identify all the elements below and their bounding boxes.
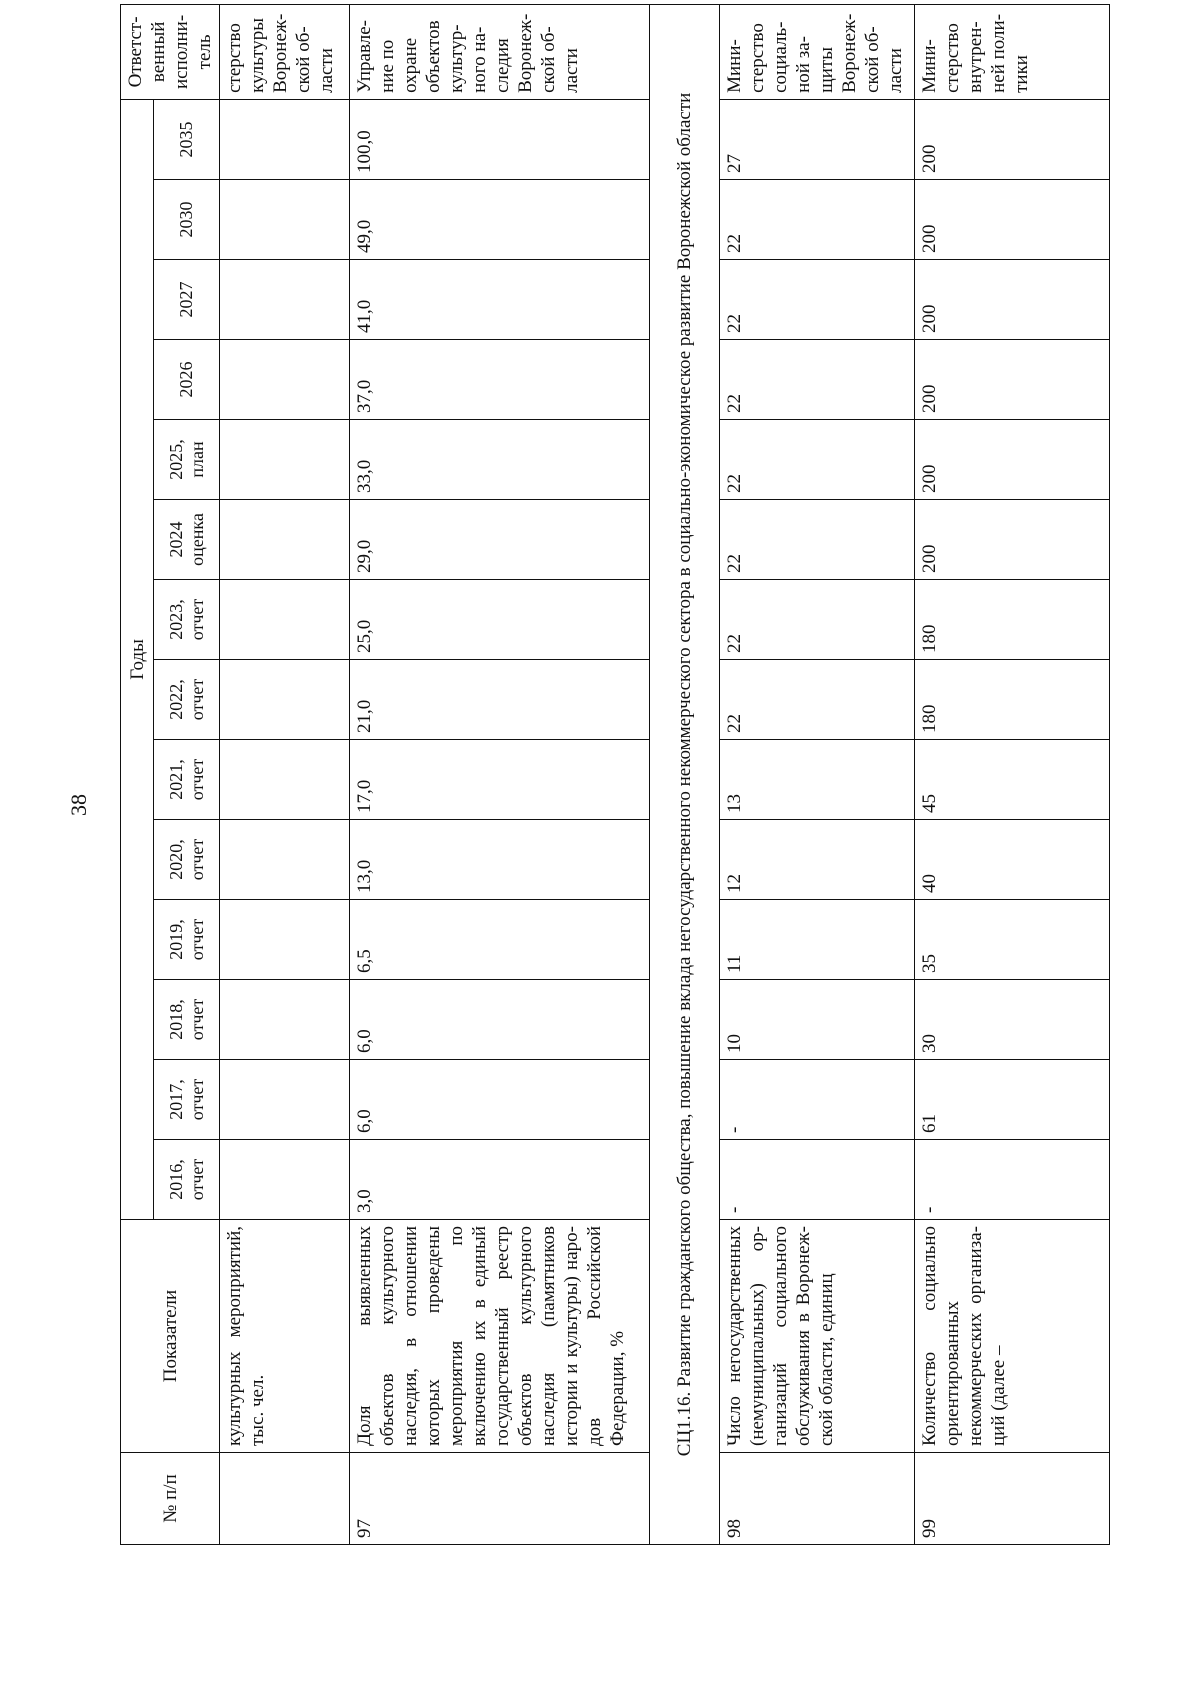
row-number	[220, 1453, 350, 1545]
year-value: 37,0	[350, 340, 650, 420]
section-row	[650, 4, 720, 1544]
year-value: 6,0	[350, 1060, 650, 1140]
header-year: 2021, отчет	[154, 740, 220, 820]
year-value: 200	[915, 500, 1110, 580]
header-year: 2025, план	[154, 420, 220, 500]
header-year: 2016, отчет	[154, 1140, 220, 1220]
header-year: 2020, отчет	[154, 820, 220, 900]
year-value: 33,0	[350, 420, 650, 500]
header-year: 2024 оценка	[154, 500, 220, 580]
header-indicator: Показатели	[121, 1220, 220, 1453]
year-value: 22	[720, 660, 915, 740]
year-value	[220, 500, 350, 580]
year-value	[220, 260, 350, 340]
table-row	[220, 4, 350, 1544]
section-heading: СЦ1.16. Развитие гражданского общества, повышение вклада негосударственного некоммерческого сектора в социально-экономическое развитие Воронежской области	[650, 4, 720, 1544]
row-number: 98	[720, 1453, 915, 1545]
year-value: 35	[915, 900, 1110, 980]
table-row	[720, 4, 915, 1544]
header-year: 2027	[154, 260, 220, 340]
year-value: 22	[720, 180, 915, 260]
year-value	[220, 820, 350, 900]
year-value: 13	[720, 740, 915, 820]
year-value: 180	[915, 580, 1110, 660]
header-year: 2022, отчет	[154, 660, 220, 740]
year-value: 13,0	[350, 820, 650, 900]
header-years-group: Годы	[121, 99, 154, 1219]
year-value: 45	[915, 740, 1110, 820]
year-value: 200	[915, 99, 1110, 179]
year-value: 17,0	[350, 740, 650, 820]
year-value: 200	[915, 340, 1110, 420]
year-value: 22	[720, 260, 915, 340]
responsible-executor: стерство культуры Воронежской области	[220, 4, 350, 99]
year-value: 200	[915, 420, 1110, 500]
year-value: 200	[915, 180, 1110, 260]
indicator-name: Количество социально ориентированных некоммерческих организаций (далее –	[915, 1220, 1110, 1453]
indicators-table	[120, 4, 1110, 1545]
year-value: 61	[915, 1060, 1110, 1140]
year-value	[220, 580, 350, 660]
year-value: 22	[720, 340, 915, 420]
year-value: -	[720, 1060, 915, 1140]
year-value: 30	[915, 980, 1110, 1060]
header-year: 2030	[154, 180, 220, 260]
indicator-name: Число негосударственных (немуниципальных) организаций социального обслуживания в Воронежской области, единиц	[720, 1220, 915, 1453]
year-value: -	[915, 1140, 1110, 1220]
year-value: 41,0	[350, 260, 650, 340]
header-year: 2026	[154, 340, 220, 420]
row-number: 99	[915, 1453, 1110, 1545]
year-value	[220, 340, 350, 420]
year-value	[220, 1060, 350, 1140]
year-value	[220, 740, 350, 820]
year-value: 6,5	[350, 900, 650, 980]
year-value: 100,0	[350, 99, 650, 179]
year-value: 49,0	[350, 180, 650, 260]
year-value: 22	[720, 420, 915, 500]
year-value: 11	[720, 900, 915, 980]
year-value: 22	[720, 500, 915, 580]
year-value	[220, 180, 350, 260]
year-value	[220, 980, 350, 1060]
year-value	[220, 420, 350, 500]
year-value	[220, 99, 350, 179]
indicator-name: Доля выявленных объектов культурного наследия, в отношении которых проведены мероприятия по включению их в единый государственный реестр объектов культурного наследия (памятников истории и культуры) народов Российской Федерации, %	[350, 1220, 650, 1453]
year-value	[220, 660, 350, 740]
table-row	[915, 4, 1110, 1544]
year-value: 22	[720, 580, 915, 660]
year-value: 180	[915, 660, 1110, 740]
year-value	[220, 1140, 350, 1220]
header-year: 2019, отчет	[154, 900, 220, 980]
responsible-executor: Министерство внутренней политики	[915, 4, 1110, 99]
year-value: 40	[915, 820, 1110, 900]
header-year: 2023, отчет	[154, 580, 220, 660]
page-number: 38	[66, 794, 91, 816]
year-value: 10	[720, 980, 915, 1060]
row-number: 97	[350, 1453, 650, 1545]
header-year: 2035	[154, 99, 220, 179]
year-value: 25,0	[350, 580, 650, 660]
year-value: 3,0	[350, 1140, 650, 1220]
year-value: 200	[915, 260, 1110, 340]
rotated-table-wrapper	[120, 13, 1065, 1545]
year-value: 6,0	[350, 980, 650, 1060]
header-responsible: Ответственный исполнитель	[121, 4, 220, 99]
year-value: 27	[720, 99, 915, 179]
year-value: -	[720, 1140, 915, 1220]
year-value: 21,0	[350, 660, 650, 740]
table-body	[220, 4, 1110, 1544]
responsible-executor: Министерство социальной защиты Воронежской области	[720, 4, 915, 99]
header-no: № п/п	[121, 1453, 220, 1545]
responsible-executor: Управление по охране объектов культурного наследия Воронежской области	[350, 4, 650, 99]
header-year: 2018, отчет	[154, 980, 220, 1060]
header-year: 2017, отчет	[154, 1060, 220, 1140]
year-value: 29,0	[350, 500, 650, 580]
year-value: 12	[720, 820, 915, 900]
year-value	[220, 900, 350, 980]
indicator-name: культурных мероприятий, тыс. чел.	[220, 1220, 350, 1453]
table-row	[350, 4, 650, 1544]
